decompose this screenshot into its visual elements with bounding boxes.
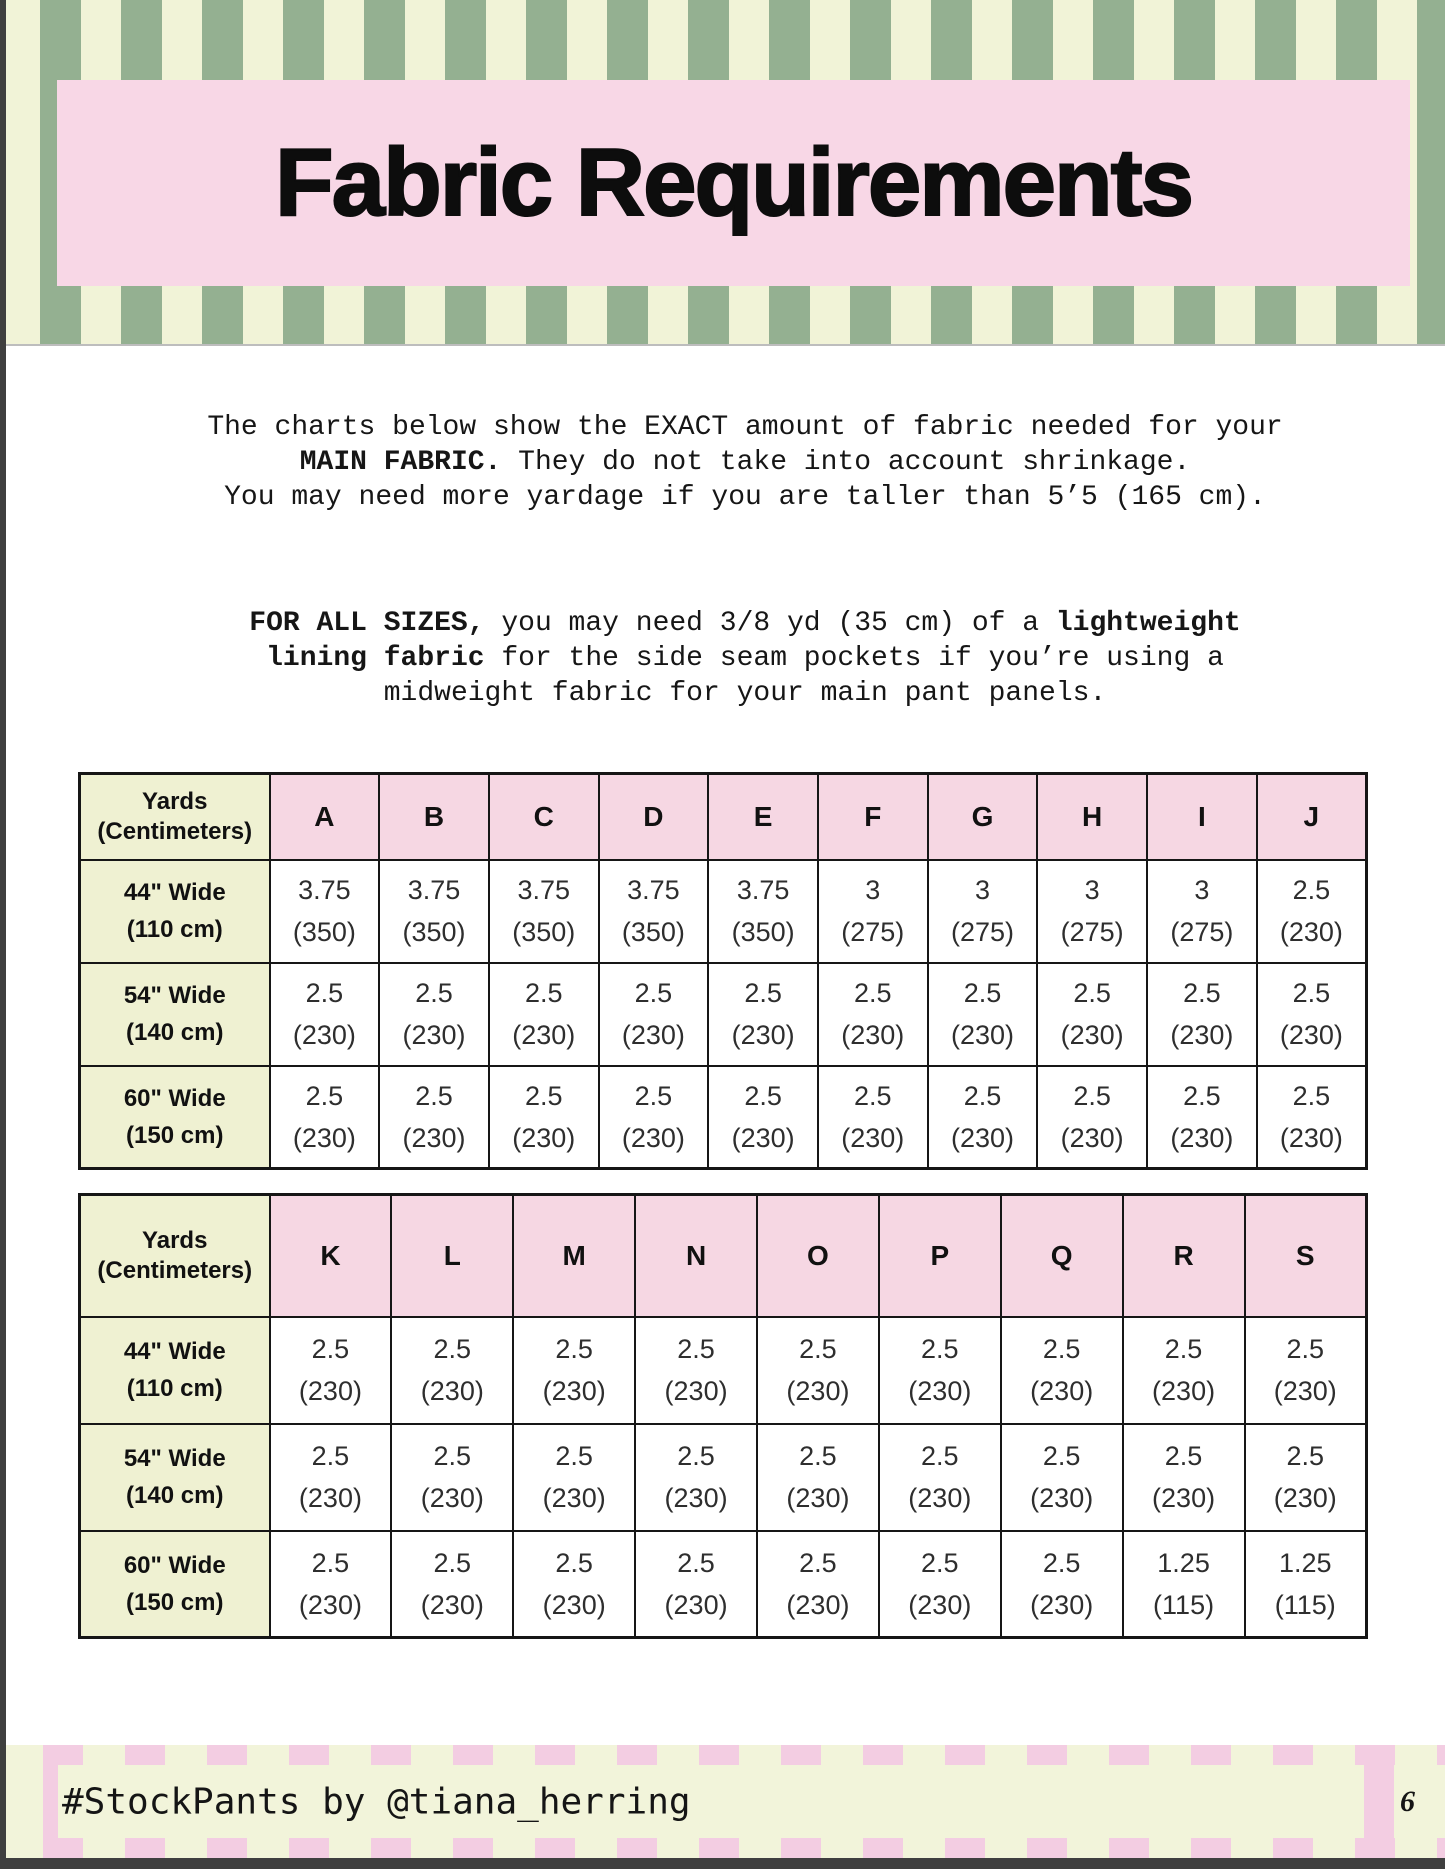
size-header-cell: S — [1245, 1195, 1367, 1317]
yardage-cell: 2.5 (230) — [391, 1317, 513, 1424]
width-label-cell: 44" Wide (110 cm) — [80, 1317, 270, 1424]
yardage-cell: 3.75 (350) — [489, 860, 599, 963]
yardage-cell: 2.5 (230) — [270, 963, 380, 1066]
yardage-cell: 2.5 (230) — [1001, 1317, 1123, 1424]
yardage-cell: 2.5 (230) — [1147, 1066, 1257, 1169]
note-line-1-bold-2: lightweight — [1055, 608, 1241, 639]
fabric-width-row — [80, 860, 1367, 963]
yardage-cell: 2.5 (230) — [635, 1531, 757, 1638]
yardage-cell: 2.5 (230) — [599, 963, 709, 1066]
footer-frame-bar-left — [43, 1745, 58, 1858]
size-header-cell: F — [818, 774, 928, 860]
yardage-cell: 2.5 (230) — [513, 1531, 635, 1638]
yardage-cell: 2.5 (230) — [1257, 1066, 1367, 1169]
size-header-cell: O — [757, 1195, 879, 1317]
note-line-2-bold: lining fabric — [266, 643, 485, 674]
yardage-cell: 2.5 (230) — [757, 1317, 879, 1424]
yardage-cell: 2.5 (230) — [757, 1531, 879, 1638]
width-label-cell: 54" Wide (140 cm) — [80, 963, 270, 1066]
size-header-cell: B — [379, 774, 489, 860]
footer-stripe-row-top — [43, 1745, 1445, 1765]
units-header-cell: Yards (Centimeters) — [80, 774, 270, 860]
fabric-width-row — [80, 1317, 1367, 1424]
size-header-cell: R — [1123, 1195, 1245, 1317]
width-label-cell: 54" Wide (140 cm) — [80, 1424, 270, 1531]
yardage-cell: 3 (275) — [1147, 860, 1257, 963]
size-header-row — [80, 1195, 1367, 1317]
yardage-cell: 2.5 (230) — [270, 1066, 380, 1169]
size-header-cell: I — [1147, 774, 1257, 860]
yardage-cell: 2.5 (230) — [270, 1531, 392, 1638]
credit-text: #StockPants by @tiana_herring — [62, 1781, 691, 1822]
yardage-cell: 3 (275) — [818, 860, 928, 963]
yardage-cell: 2.5 (230) — [379, 963, 489, 1066]
footer-striped-band — [0, 1745, 1445, 1858]
yardage-cell: 2.5 (230) — [513, 1424, 635, 1531]
yardage-cell: 2.5 (230) — [513, 1317, 635, 1424]
header-striped-band — [0, 0, 1445, 344]
intro-line-1: The charts below show the EXACT amount of fabric needed for your — [207, 412, 1283, 443]
lining-note-paragraph — [50, 606, 1440, 711]
intro-paragraph — [50, 410, 1440, 515]
page-title: Fabric Requirements — [275, 129, 1192, 236]
size-header-cell: Q — [1001, 1195, 1123, 1317]
yardage-cell: 1.25 (115) — [1123, 1531, 1245, 1638]
yardage-cell: 2.5 (230) — [879, 1531, 1001, 1638]
yardage-cell: 2.5 (230) — [1123, 1424, 1245, 1531]
yardage-cell: 2.5 (230) — [391, 1424, 513, 1531]
yardage-cell: 3.75 (350) — [379, 860, 489, 963]
yardage-cell: 2.5 (230) — [489, 963, 599, 1066]
note-line-1-bold: FOR ALL SIZES, — [249, 608, 485, 639]
note-line-1-mid: you may need 3/8 yd (35 cm) of a — [484, 608, 1056, 639]
yardage-cell: 3 (275) — [1037, 860, 1147, 963]
yardage-cell: 3.75 (350) — [599, 860, 709, 963]
width-label-cell: 44" Wide (110 cm) — [80, 860, 270, 963]
fabric-table-sizes-a-j — [78, 772, 1368, 1170]
width-label-cell: 60" Wide (150 cm) — [80, 1066, 270, 1169]
yardage-cell: 2.5 (230) — [391, 1531, 513, 1638]
yardage-cell: 2.5 (230) — [635, 1424, 757, 1531]
fabric-width-row — [80, 963, 1367, 1066]
size-header-cell: P — [879, 1195, 1001, 1317]
note-line-3: midweight fabric for your main pant panels. — [383, 678, 1107, 709]
yardage-cell: 2.5 (230) — [708, 1066, 818, 1169]
size-header-cell: K — [270, 1195, 392, 1317]
yardage-cell: 2.5 (230) — [879, 1317, 1001, 1424]
note-line-2-rest: for the side seam pockets if you’re using a — [484, 643, 1224, 674]
yardage-cell: 2.5 (230) — [928, 963, 1038, 1066]
yardage-cell: 1.25 (115) — [1245, 1531, 1367, 1638]
yardage-cell: 2.5 (230) — [1037, 963, 1147, 1066]
yardage-cell: 2.5 (230) — [879, 1424, 1001, 1531]
size-header-cell: C — [489, 774, 599, 860]
fabric-width-row — [80, 1424, 1367, 1531]
size-header-cell: G — [928, 774, 1038, 860]
yardage-cell: 2.5 (230) — [270, 1317, 392, 1424]
size-header-cell: M — [513, 1195, 635, 1317]
yardage-cell: 2.5 (230) — [270, 1424, 392, 1531]
size-header-row — [80, 774, 1367, 860]
intro-line-3: You may need more yardage if you are taller than 5’5 (165 cm). — [224, 482, 1266, 513]
yardage-cell: 2.5 (230) — [928, 1066, 1038, 1169]
size-header-cell: L — [391, 1195, 513, 1317]
yardage-cell: 2.5 (230) — [1001, 1531, 1123, 1638]
yardage-cell: 2.5 (230) — [599, 1066, 709, 1169]
yardage-cell: 2.5 (230) — [1245, 1317, 1367, 1424]
yardage-cell: 2.5 (230) — [1245, 1424, 1367, 1531]
yardage-cell: 2.5 (230) — [1147, 963, 1257, 1066]
size-header-cell: H — [1037, 774, 1147, 860]
yardage-cell: 2.5 (230) — [1257, 963, 1367, 1066]
yardage-cell: 2.5 (230) — [818, 1066, 928, 1169]
yardage-cell: 2.5 (230) — [757, 1424, 879, 1531]
yardage-cell: 2.5 (230) — [635, 1317, 757, 1424]
footer-frame-bar-right — [1364, 1745, 1394, 1858]
page-number: 6 — [1400, 1784, 1415, 1818]
viewer-left-edge — [0, 0, 6, 1869]
width-label-cell: 60" Wide (150 cm) — [80, 1531, 270, 1638]
intro-line-2-bold: MAIN FABRIC. — [299, 447, 502, 478]
viewer-bottom-edge — [0, 1858, 1445, 1869]
yardage-cell: 3.75 (350) — [270, 860, 380, 963]
yardage-cell: 2.5 (230) — [1037, 1066, 1147, 1169]
yardage-cell: 2.5 (230) — [1257, 860, 1367, 963]
yardage-cell: 3 (275) — [928, 860, 1038, 963]
units-header-cell: Yards (Centimeters) — [80, 1195, 270, 1317]
intro-line-2-rest: They do not take into account shrinkage. — [501, 447, 1191, 478]
yardage-cell: 2.5 (230) — [489, 1066, 599, 1169]
yardage-cell: 3.75 (350) — [708, 860, 818, 963]
footer-stripe-row-bottom — [43, 1838, 1445, 1858]
yardage-cell: 2.5 (230) — [1001, 1424, 1123, 1531]
size-header-cell: A — [270, 774, 380, 860]
size-header-cell: N — [635, 1195, 757, 1317]
yardage-cell: 2.5 (230) — [379, 1066, 489, 1169]
yardage-cell: 2.5 (230) — [818, 963, 928, 1066]
size-header-cell: J — [1257, 774, 1367, 860]
fabric-width-row — [80, 1066, 1367, 1169]
size-header-cell: E — [708, 774, 818, 860]
size-header-cell: D — [599, 774, 709, 860]
yardage-cell: 2.5 (230) — [708, 963, 818, 1066]
yardage-cell: 2.5 (230) — [1123, 1317, 1245, 1424]
title-box — [57, 80, 1410, 286]
fabric-table-sizes-k-s — [78, 1193, 1368, 1639]
fabric-width-row — [80, 1531, 1367, 1638]
